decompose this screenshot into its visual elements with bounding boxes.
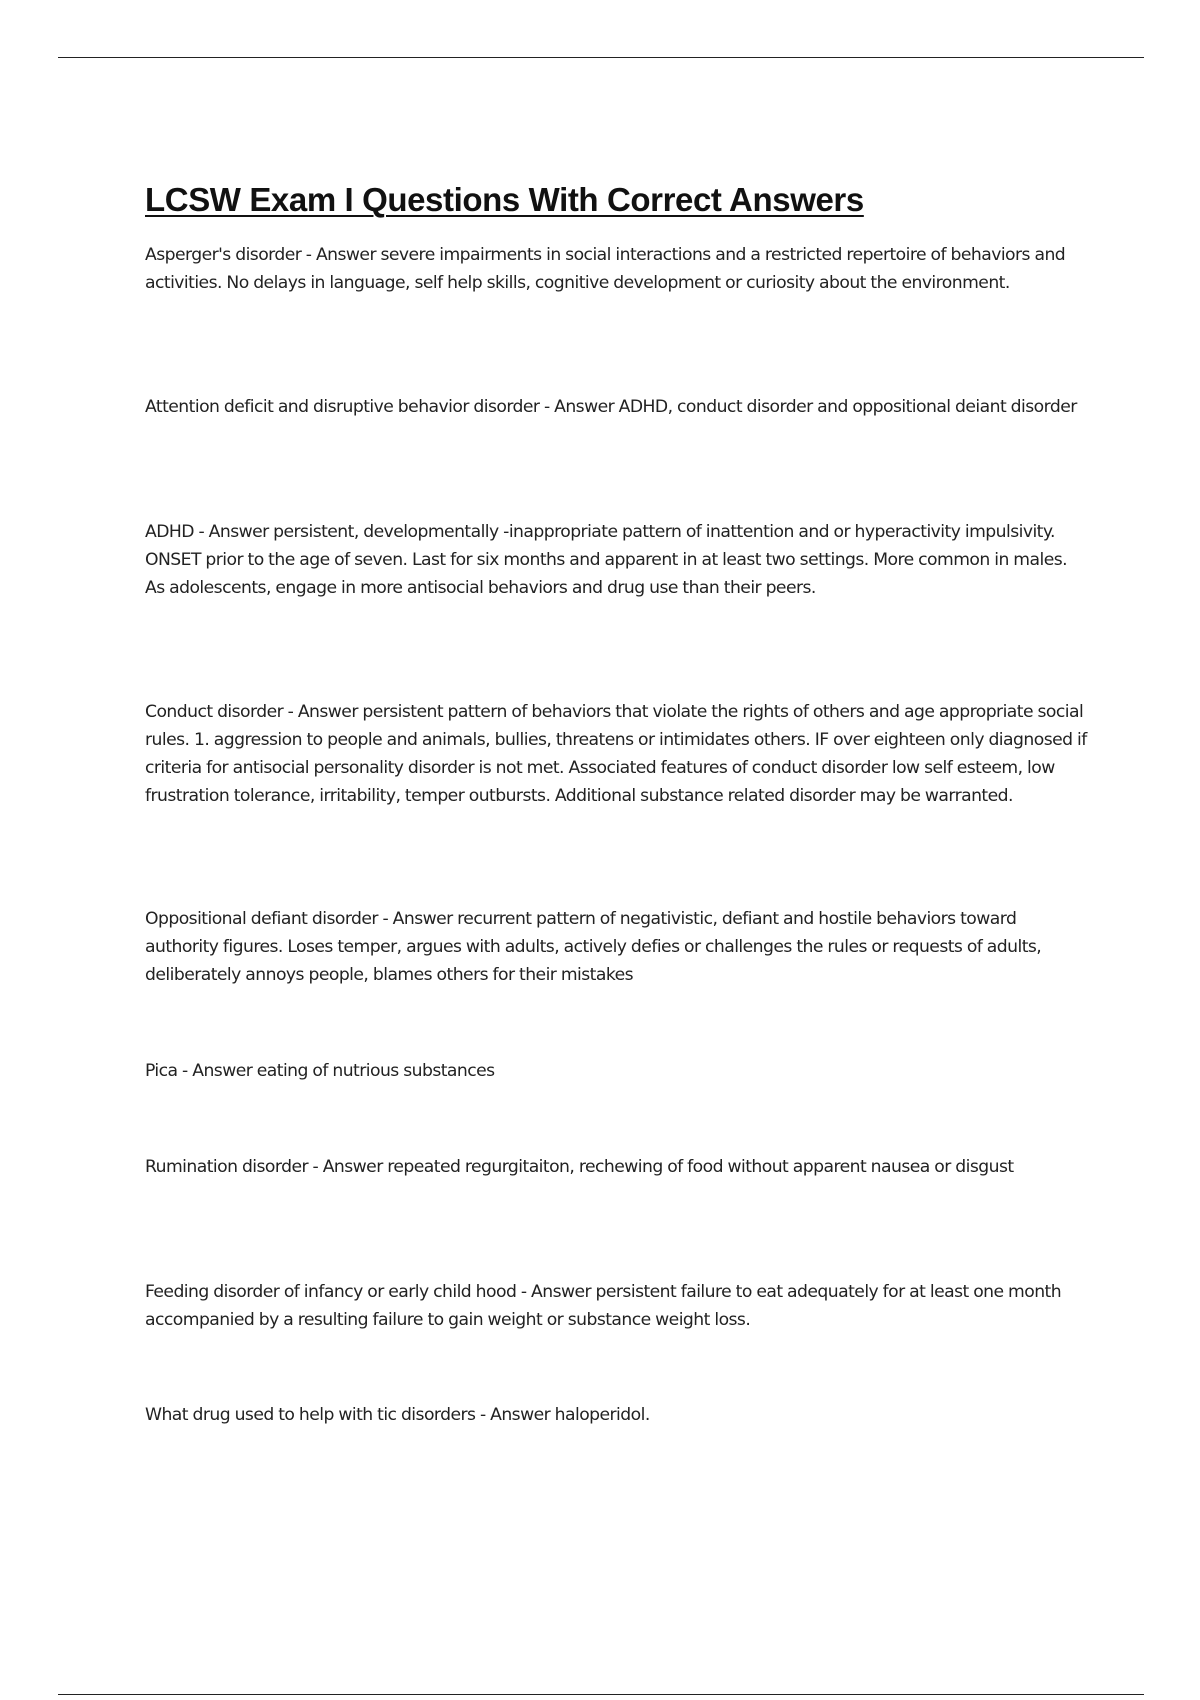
entry-term: Conduct disorder - [145,702,298,722]
entry-term: Attention deficit and disruptive behavior disorder - [145,397,554,417]
page-title: LCSW Exam I Questions With Correct Answers [145,181,864,218]
top-divider [58,57,1144,58]
entry-answer: Answer severe impairments in social interactions and a restricted repertoire of behaviors and activities. No delays in language, self help skills, cognitive development or curiosity about the environment. [145,245,1066,293]
bottom-divider [58,1694,1144,1695]
qa-entry [145,518,1090,602]
entry-answer: Answer recurrent pattern of negativistic, defiant and hostile behaviors toward authority figures. Loses temper, argues with adults, actively defies or challenges the rules or requests of adults, deliberately annoys people, blames others for their mistakes [145,909,1042,985]
entry-answer: Answer persistent pattern of behaviors that violate the rights of others and age appropriate social rules. 1. aggression to people and animals, bullies, threatens or intimidates others. IF over eighteen only diagnosed if criteria for antisocial personality disorder is not met. Associated features of conduct disorder low self esteem, low frustration tolerance, irritability, temper outbursts. Additional substance related disorder may be warranted. [145,702,1087,806]
entry-term: Pica - [145,1061,192,1081]
entry-term: Asperger's disorder - [145,245,316,265]
qa-entry [145,393,1090,421]
qa-entry [145,1401,1090,1429]
qa-entry [145,1278,1090,1334]
qa-entry [145,905,1090,989]
entry-term: Rumination disorder - [145,1157,323,1177]
qa-entry [145,241,1090,297]
qa-entry [145,698,1090,810]
entry-term: Feeding disorder of infancy or early child hood - [145,1282,531,1302]
entry-answer: Answer haloperidol. [490,1405,650,1425]
entry-term: Oppositional defiant disorder - [145,909,393,929]
entry-term: ADHD - [145,522,209,542]
qa-entry [145,1057,1090,1085]
qa-entry [145,1153,1090,1181]
entry-term: What drug used to help with tic disorders - [145,1405,490,1425]
entry-answer: Answer repeated regurgitaiton, rechewing of food without apparent nausea or disgust [322,1157,1014,1177]
entry-answer: Answer persistent failure to eat adequately for at least one month accompanied by a resulting failure to gain weight or substance weight loss. [145,1282,1062,1330]
entry-answer: Answer eating of nutrious substances [192,1061,495,1081]
entry-answer: Answer ADHD, conduct disorder and oppositional deiant disorder [554,397,1077,417]
entry-answer: Answer persistent, developmentally -inappropriate pattern of inattention and or hyperactivity impulsivity. ONSET prior to the age of seven. Last for six months and apparent in at least two settings. More common in males. As adolescents, engage in more antisocial behaviors and drug use than their peers. [145,522,1068,598]
